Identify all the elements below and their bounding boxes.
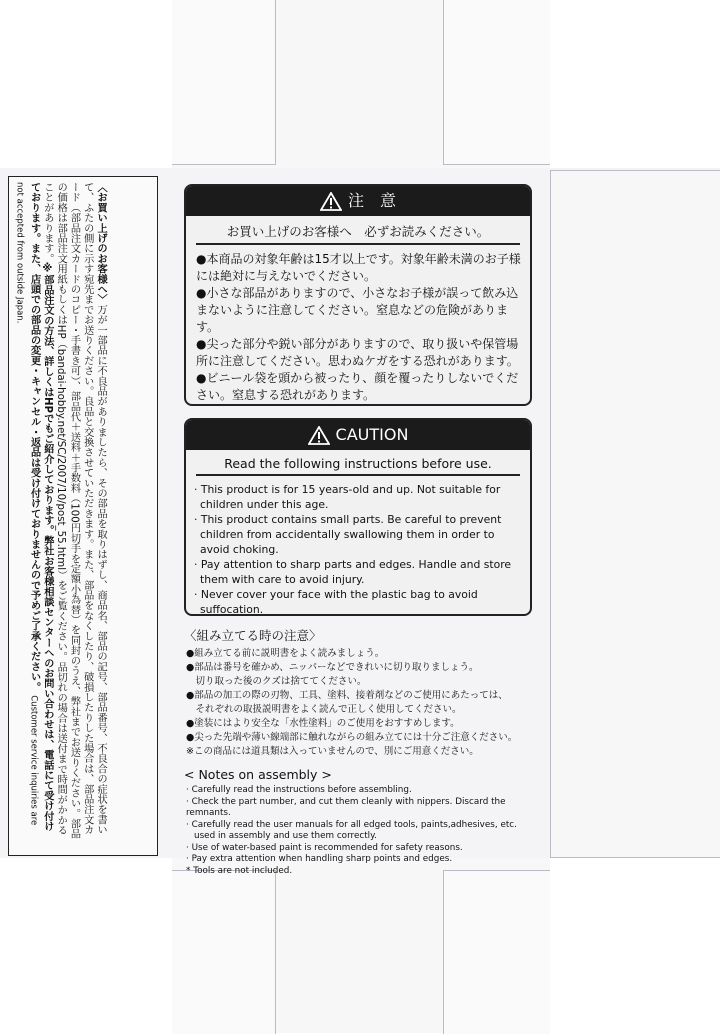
- assembly-jp-item: 切り取った後のクズは捨ててください。: [186, 676, 367, 687]
- assembly-en-item: · Check the part number, and cut them cleanly with nippers. Discard the remnants.: [186, 796, 506, 818]
- top-flap-tab-left: [172, 0, 276, 165]
- warning-triangle-icon: [320, 192, 342, 211]
- caution-jp-item: ●尖った部分や鋭い部分がありますので、取り扱いや保管場所に注意してください。思わぬケガをする恐れがあります。: [196, 337, 519, 368]
- caution-en-title: CAUTION: [335, 425, 409, 444]
- bottom-flap-tab-left: [172, 870, 276, 1034]
- caution-jp-header: [186, 186, 530, 216]
- customer-notice-body: 万が一部品に不良品がありましたら、その部品を取りはずし、商品名、部品の記号、部品番号、不良合の症状を書いて、ふたの側に示す宛先までお送りください。良品と交換させていただきます。また、部品をなくしたり、破損したりした場合は、部品注文カード（部品注文カードのコピー・手書き可）、部品代＋送料＋手数料（100円切手を定額小為替）を同封のうえ、弊社までお送りください。: [68, 182, 107, 835]
- caution-jp-item: ●本商品の対象年齢は15才以上です。対象年齢未満のお子様には絶対に与えないでください。: [196, 252, 521, 283]
- customer-notice-box: [8, 176, 158, 856]
- assembly-jp-item: ●組み立てる前に説明書をよく読みましょう。: [186, 648, 385, 659]
- assembly-en-title: < Notes on assembly >: [184, 767, 332, 782]
- assembly-jp-item: ●尖った先端や薄い線端部に触れながらの組み立てには十分ご注意ください。: [186, 732, 518, 743]
- caution-en-item: · This product is for 15 years-old and up. Not suitable for children under this age.: [194, 483, 501, 511]
- assembly-jp-item: ●塗装にはより安全な「水性塗料」のご使用をおすすめします。: [186, 718, 460, 729]
- assembly-jp-title: 〈組み立てる時の注意〉: [184, 628, 322, 643]
- assembly-en-item: used in assembly and use them correctly.: [194, 831, 377, 841]
- caution-jp-subtitle: お買い上げのお客様へ 必ずお読みください。: [196, 222, 520, 245]
- caution-en-box: [184, 418, 532, 616]
- caution-en-item: · This product contains small parts. Be careful to prevent children from accidentally swallowing them in order to avoid choking.: [194, 513, 502, 556]
- customer-notice-heading: 〈お買い上げのお客様へ〉: [95, 182, 107, 305]
- customer-notice-body2: 部品の価格は部品注文用紙もしくはHP（bandai-hobby.net/SC/2007/10/post_55.html）をご覧ください。品切れの場合は送付まで時間がかかることがあります。: [41, 182, 80, 839]
- customer-notice-bold: ※部品注文の方法、詳しくはHPでもご紹介しております。弊社お客様相談センターへのお問い合わせは、電話にて受け付けております。また、店頭での部品の変更・キャンセル・返品は受け付けておりませんので予めご了承ください。: [28, 182, 53, 832]
- caution-jp-item: ●小さな部品がありますので、小さなお子様が誤って飲み込まないように注意してください。窒息などの危険があります。: [196, 286, 519, 334]
- caution-jp-title: 注 意: [347, 191, 396, 210]
- assembly-en-item: · Carefully read the user manuals for all edged tools, paints,adhesives, etc.: [186, 819, 517, 830]
- caution-en-item: · Pay attention to sharp parts and edges. Handle and store them with care to avoid injury.: [194, 558, 512, 586]
- caution-jp-item: ●ビニール袋を頭から被ったり、顔を覆ったりしないでください。窒息する恐れがあります。: [196, 371, 519, 402]
- bottom-flap-tab-right: [443, 870, 550, 1034]
- caution-en-header: [186, 420, 530, 450]
- customer-notice-en: Customer service inquiries are not accepted from outside Japan.: [14, 182, 39, 826]
- assembly-jp-item: ●部品は番号を確かめ、ニッパーなどできれいに切り取りましょう。: [186, 662, 479, 673]
- caution-jp-box: [184, 184, 532, 406]
- warning-triangle-icon: [308, 426, 330, 445]
- customer-notice-text: [9, 177, 110, 845]
- assembly-notes: [184, 626, 544, 877]
- caution-en-subtitle: Read the following instructions before use.: [196, 456, 520, 476]
- assembly-jp-item: ※この商品には道具類は入っていませんので、別にご用意ください。: [186, 746, 479, 757]
- right-side-panel: [550, 170, 720, 858]
- assembly-en-item: · Carefully read the instructions before assembling.: [186, 785, 412, 795]
- assembly-en-item: * Tools are not included.: [186, 865, 293, 876]
- caution-jp-item: [196, 404, 522, 406]
- assembly-jp-item: ●部品の加工の際の刃物、工具、塗料、接着剤などのご使用にあたっては、: [186, 690, 508, 701]
- assembly-en-item: · Use of water-based paint is recommended for safety reasons.: [186, 842, 463, 853]
- top-flap-tab-right: [443, 0, 550, 165]
- assembly-en-item: · Pay extra attention when handling sharp points and edges.: [186, 854, 453, 864]
- caution-en-item: · Never cover your face with the plastic bag to avoid suffocation.: [194, 588, 478, 616]
- assembly-jp-item: それぞれの取扱説明書をよく読んで正しく使用してください。: [186, 704, 462, 715]
